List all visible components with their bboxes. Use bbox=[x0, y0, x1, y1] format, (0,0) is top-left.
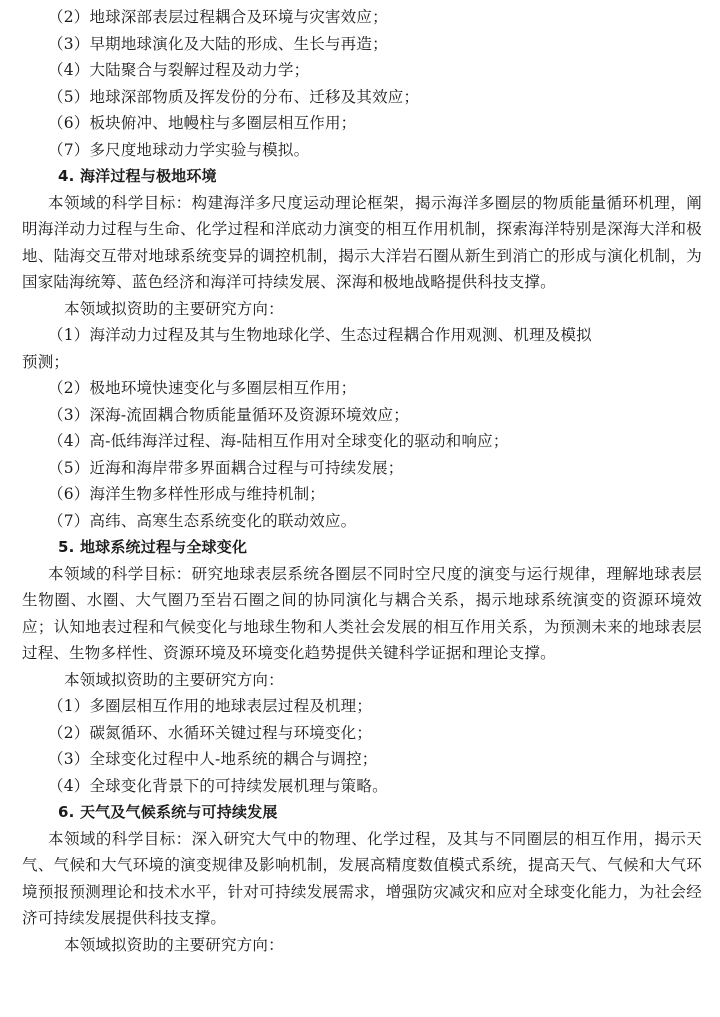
section-heading-5: 5. 地球系统过程与全球变化 bbox=[58, 538, 248, 556]
section-5-intro: 本领域拟资助的主要研究方向： bbox=[64, 670, 284, 689]
list-item: （5）地球深部物质及挥发份的分布、迁移及其效应； bbox=[48, 87, 420, 106]
list-item: （1）多圈层相互作用的地球表层过程及机理； bbox=[48, 697, 373, 715]
list-item: （4）大陆聚合与裂解过程及动力学； bbox=[48, 61, 310, 79]
section-heading-6: 6. 天气及气候系统与可持续发展 bbox=[58, 803, 278, 821]
section-5-goal: 本领域的科学目标：研究地球表层系统各圈层不同时空尺度的演变与运行规律，理解地球表层生物圈、水圈、大气圈乃至岩石圈之间的协同演化与耦合关系，揭示地球系统演变的资源环境效应；认知地表过程和气候变化与地球生物和人类社会发展的相互作用关系，为预测未来的地球表层过程、生物多样性、资源环境及环境变化趋势提供关键科学证据和理论支撑。 bbox=[22, 564, 702, 662]
list-item: （5）近海和海岸带多界面耦合过程与可持续发展； bbox=[48, 458, 404, 477]
section-heading-4: 4. 海洋过程与极地环境 bbox=[58, 167, 217, 185]
list-item: （7）高纬、高寒生态系统变化的联动效应。 bbox=[48, 511, 357, 530]
list-item: （4）高-低纬海洋过程、海-陆相互作用对全球变化的驱动和响应； bbox=[48, 432, 509, 450]
section-6-goal: 本领域的科学目标：深入研究大气中的物理、化学过程，及其与不同圈层的相互作用，揭示天气、气候和大气环境的演变规律及影响机制，发展高精度数值模式系统，提高天气、气候和大气环境预报预测理论和技术水平，针对可持续发展需求，增强防灾减灾和应对全球变化能力，为社会经济可持续发展提供科技支撑。 bbox=[22, 829, 702, 927]
list-item: （2）碳氮循环、水循环关键过程与环境变化； bbox=[48, 723, 373, 742]
list-item: （3）早期地球演化及大陆的形成、生长与再造； bbox=[48, 34, 388, 53]
list-item-continuation: 预测； bbox=[22, 352, 70, 371]
list-item: （6）板块俯冲、地幔柱与多圈层相互作用； bbox=[48, 114, 357, 132]
list-item: （2）地球深部表层过程耦合及环境与灾害效应； bbox=[48, 8, 388, 26]
section-6-intro: 本领域拟资助的主要研究方向： bbox=[64, 935, 284, 954]
list-item: （3）深海-流固耦合物质能量循环及资源环境效应； bbox=[48, 405, 409, 424]
list-item: （1）海洋动力过程及其与生物地球化学、生态过程耦合作用观测、机理及模拟 bbox=[48, 326, 592, 344]
list-item: （2）极地环境快速变化与多圈层相互作用； bbox=[48, 379, 357, 397]
list-item: （3）全球变化过程中人-地系统的耦合与调控； bbox=[48, 750, 378, 768]
list-item: （6）海洋生物多样性形成与维持机制； bbox=[48, 485, 325, 503]
list-item: （4）全球变化背景下的可持续发展机理与策略。 bbox=[48, 776, 388, 795]
section-4-intro: 本领域拟资助的主要研究方向： bbox=[64, 299, 284, 318]
list-item: （7）多尺度地球动力学实验与模拟。 bbox=[48, 140, 310, 159]
section-4-goal: 本领域的科学目标：构建海洋多尺度运动理论框架，揭示海洋多圈层的物质能量循环机理，阐明海洋动力过程与生命、化学过程和洋底动力演变的相互作用机制，探索海洋特别是深海大洋和极地、陆海交互带对地球系统变异的调控机制，揭示大洋岩石圈从新生到消亡的形成与演化机制，为国家陆海统筹、蓝色经济和海洋可持续发展、深海和极地战略提供科技支撑。 bbox=[22, 193, 702, 291]
